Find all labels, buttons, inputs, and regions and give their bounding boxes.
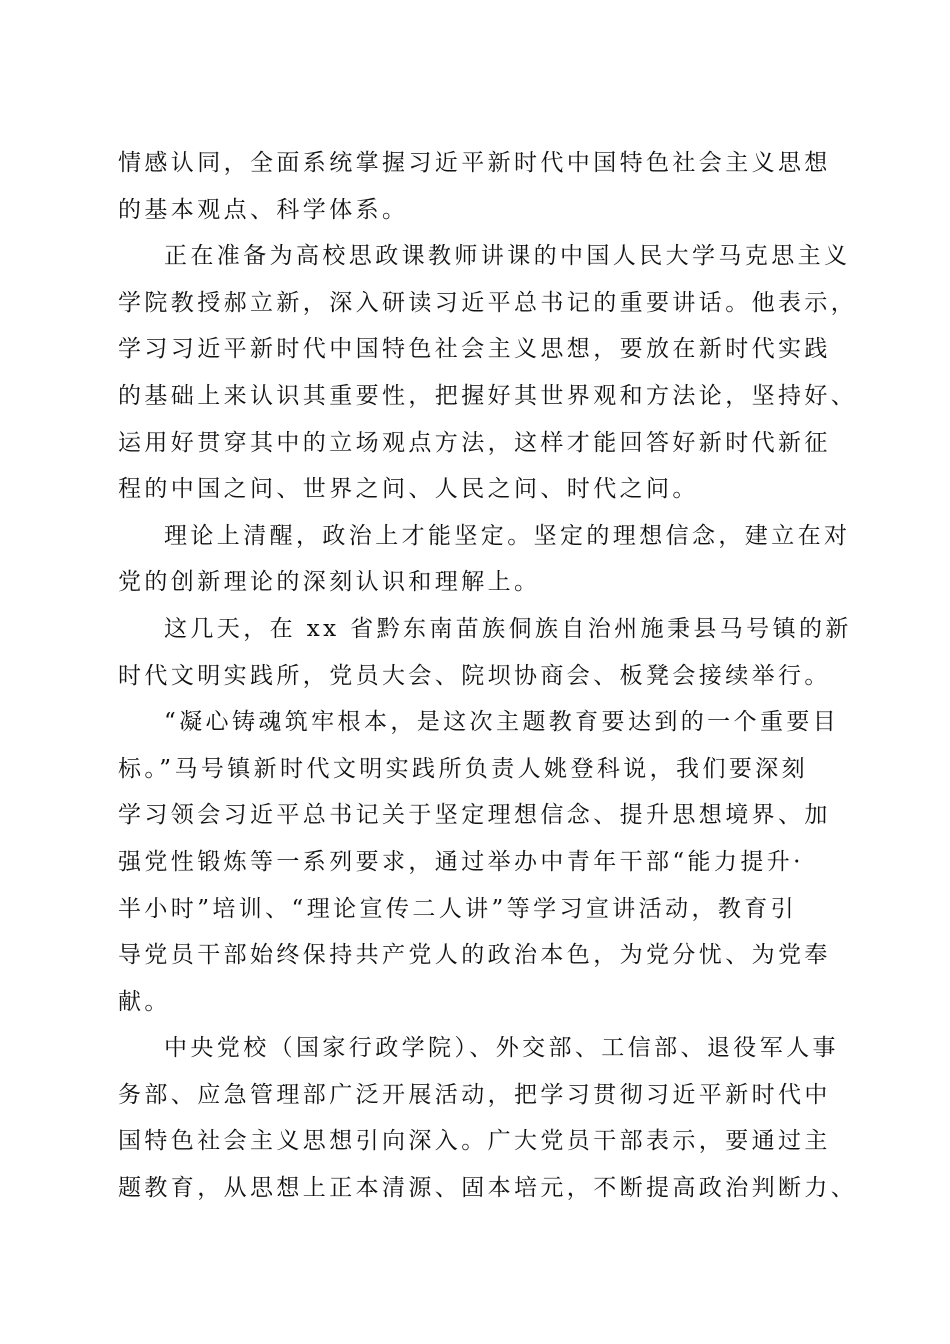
text-line: 国特色社会主义思想引向深入。广大党员干部表示，要通过主 [118, 1128, 831, 1155]
text-line: 强党性锻炼等一系列要求，通过举办中青年干部“能力提升· [118, 848, 804, 875]
text-line: 标。”马号镇新时代文明实践所负责人姚登科说，我们要深刻 [118, 755, 809, 782]
text-line: 运用好贯穿其中的立场观点方法，这样才能回答好新时代新征 [118, 429, 831, 456]
text-line: 情感认同，全面系统掌握习近平新时代中国特色社会主义思想 [118, 150, 831, 176]
text-line: 时代文明实践所，党员大会、院坝协商会、板凳会接续举行。 [118, 662, 831, 689]
text-line: 程的中国之问、世界之问、人民之问、时代之问。 [118, 476, 699, 503]
text-line: 学习习近平新时代中国特色社会主义思想，要放在新时代实践 [118, 336, 831, 363]
paragraph-first-line: 这几天，在 xx 省黔东南苗族侗族自治州施秉县马号镇的新 [164, 615, 852, 642]
text-line: 学院教授郝立新，深入研读习近平总书记的重要讲话。他表示， [118, 289, 858, 316]
text-line: 献。 [118, 988, 171, 1015]
paragraph-first-line: 中央党校（国家行政学院）、外交部、工信部、退役军人事 [164, 1035, 839, 1062]
document-body [118, 140, 858, 1212]
text-line: 的基本观点、科学体系。 [118, 196, 409, 223]
text-line: 的基础上来认识其重要性，把握好其世界观和方法论，坚持好、 [118, 382, 858, 409]
paragraph-first-line: “凝心铸魂筑牢根本，是这次主题教育要达到的一个重要目 [164, 709, 840, 736]
text-line: 党的创新理论的深刻认识和理解上。 [118, 569, 541, 596]
text-line: 学习领会习近平总书记关于坚定理想信念、提升思想境界、加 [118, 802, 831, 829]
text-line: 半小时”培训、“理论宣传二人讲”等学习宣讲活动，教育引 [118, 895, 798, 922]
paragraph-first-line: 理论上清醒，政治上才能坚定。坚定的理想信念，建立在对 [164, 522, 851, 549]
text-line: 导党员干部始终保持共产党人的政治本色，为党分忧、为党奉 [118, 942, 831, 969]
text-line: 务部、应急管理部广泛开展活动，把学习贯彻习近平新时代中 [118, 1081, 831, 1108]
text-line: 题教育，从思想上正本清源、固本培元，不断提高政治判断力、 [118, 1175, 858, 1202]
paragraph-first-line: 正在准备为高校思政课教师讲课的中国人民大学马克思主义 [164, 243, 851, 270]
